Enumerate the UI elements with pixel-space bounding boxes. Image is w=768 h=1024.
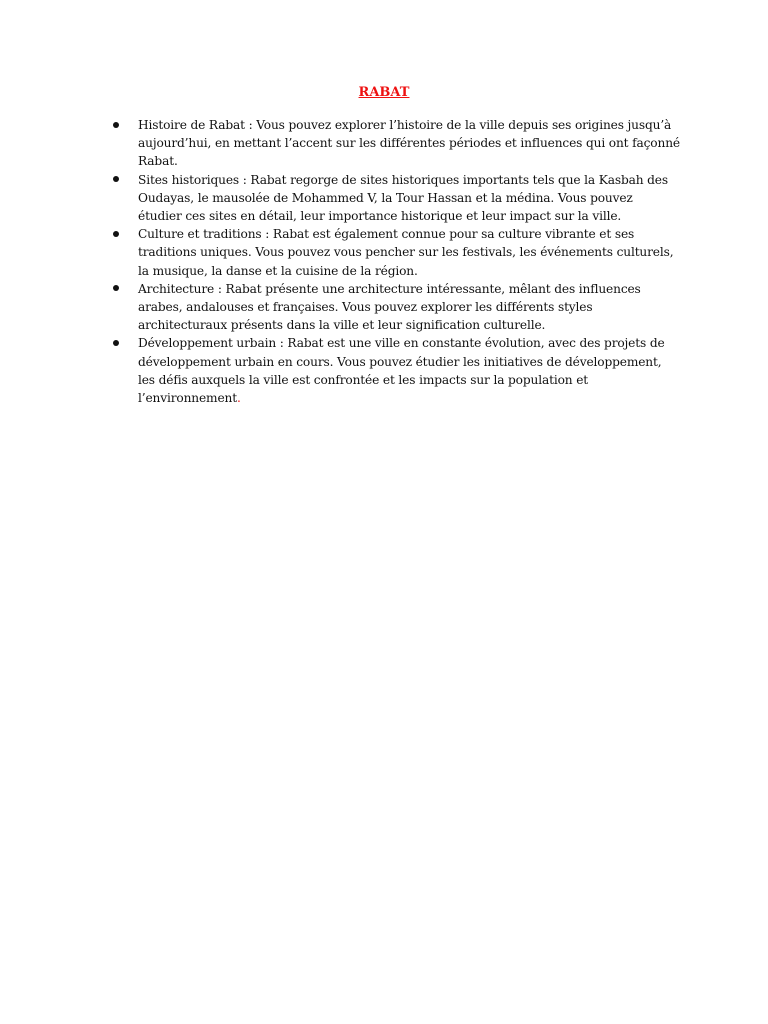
list-item-text: Histoire de Rabat : Vous pouvez explorer l’histoire de la ville depuis ses origines jusqu’à aujourd’hui, en mettant l’accent sur les différentes périodes et influences qui ont façonné Rabat.	[138, 118, 680, 169]
list-item-sites-historiques	[108, 171, 680, 226]
list-item-text: Architecture : Rabat présente une architecture intéressante, mêlant des influences arabes, andalouses et françaises. Vous pouvez explorer les différents styles architecturaux présents dans la ville et leur signification culturelle.	[138, 281, 641, 333]
bullet-icon	[113, 122, 119, 128]
document-title: RABAT	[358, 85, 410, 100]
trailing-period: .	[236, 391, 241, 406]
bullet-icon	[113, 285, 119, 291]
list-item-text: Développement urbain : Rabat est une ville en constante évolution, avec des projets de développement urbain en cours. Vous pouvez étudier les initiatives de développement, les défis auxquels la ville est confrontée et les impacts sur la population et l’environnement	[138, 336, 665, 406]
list-item-developpement-urbain	[108, 334, 680, 407]
list-item-text: Sites historiques : Rabat regorge de sites historiques importants tels que la Kasbah des Oudayas, le mausolée de Mohammed V, la Tour Hassan et la médina. Vous pouvez étudier ces sites en détail, leur importance historique et leur impact sur la ville.	[138, 172, 668, 224]
list-item-architecture	[108, 280, 680, 335]
list-item-text: Culture et traditions : Rabat est également connue pour sa culture vibrante et ses traditions uniques. Vous pouvez vous pencher sur les festivals, les événements culturels, la musique, la danse et la cuisine de la région.	[138, 227, 674, 278]
list-item-histoire	[108, 116, 680, 171]
list-item-culture	[108, 225, 680, 280]
bullet-icon	[113, 231, 119, 237]
bullet-list	[108, 116, 680, 407]
bullet-icon	[113, 176, 119, 182]
bullet-icon	[113, 340, 119, 346]
